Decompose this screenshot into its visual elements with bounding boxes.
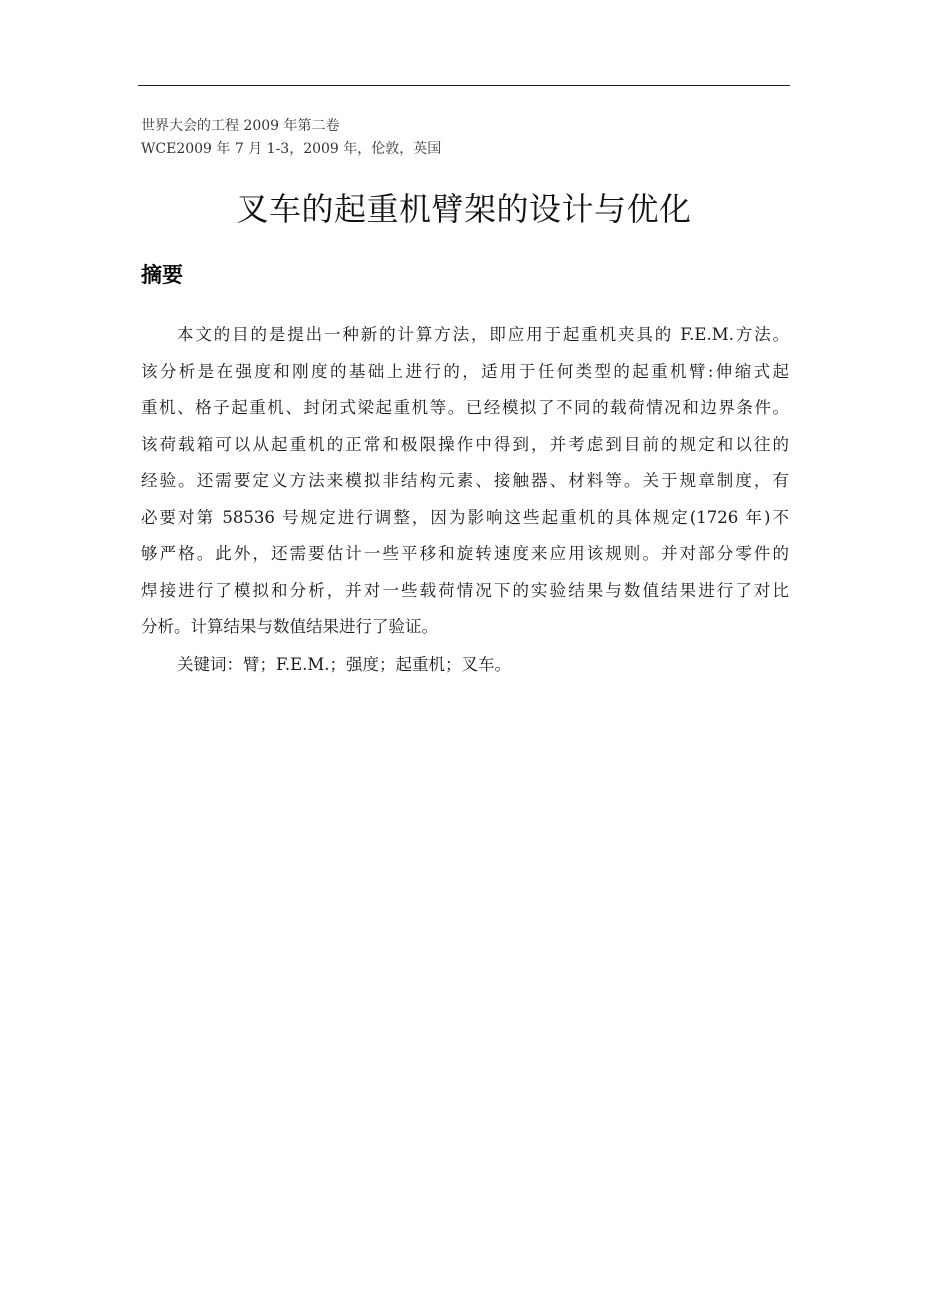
running-head-line-1: 世界大会的工程 2009 年第二卷 <box>141 118 340 134</box>
abstract-line: 焊接进行了模拟和分析，并对一些载荷情况下的实验结果与数值结果进行了对比 <box>141 580 789 600</box>
running-head-line-2: WCE2009 年 7 月 1-3，2009 年，伦敦，英国 <box>141 141 442 157</box>
keywords: 关键词：臂；F.E.M.；强度；起重机；叉车。 <box>177 655 512 674</box>
abstract-line: 必要对第 58536 号规定进行调整，因为影响这些起重机的具体规定(1726 年)不 <box>141 507 789 527</box>
page-title: 叉车的起重机臂架的设计与优化 <box>236 190 692 228</box>
abstract-line: 够严格。此外，还需要估计一些平移和旋转速度来应用该规则。并对部分零件的 <box>141 544 789 563</box>
running-head <box>141 115 781 161</box>
abstract-line: 该分析是在强度和刚度的基础上进行的，适用于任何类型的起重机臂:伸缩式起 <box>141 361 789 381</box>
abstract-line: 经验。还需要定义方法来模拟非结构元素、接触器、材料等。关于规章制度，有 <box>141 471 789 490</box>
abstract-line: 重机、格子起重机、封闭式梁起重机等。已经模拟了不同的载荷情况和边界条件。 <box>141 398 789 417</box>
abstract-line: 本文的目的是提出一种新的计算方法，即应用于起重机夹具的 F.E.M.方法。 <box>177 325 789 344</box>
abstract-line: 分析。计算结果与数值结果进行了验证。 <box>141 617 438 636</box>
abstract-line: 该荷载箱可以从起重机的正常和极限操作中得到，并考虑到目前的规定和以往的 <box>141 434 789 454</box>
abstract-heading: 摘要 <box>141 263 183 287</box>
header-rule <box>138 85 790 86</box>
abstract-body <box>141 317 789 646</box>
